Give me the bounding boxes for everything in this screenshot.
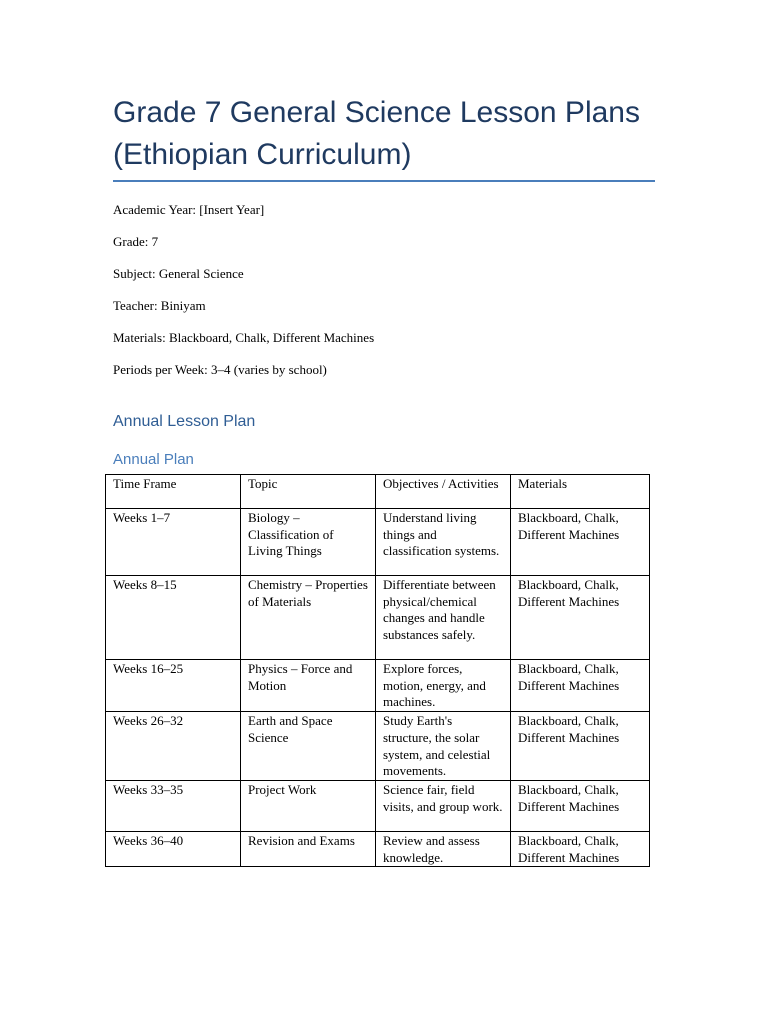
title-underline (113, 180, 655, 182)
table-row (106, 712, 650, 781)
cell-time-frame: Weeks 26–32 (106, 712, 241, 781)
header-time-frame: Time Frame (106, 475, 241, 509)
cell-topic: Earth and Space Science (241, 712, 376, 781)
table-row (106, 780, 650, 831)
academic-year: Academic Year: [Insert Year] (113, 202, 265, 217)
document-title (113, 92, 673, 176)
cell-materials: Blackboard, Chalk, Different Machines (511, 509, 650, 576)
cell-topic: Project Work (241, 780, 376, 831)
annual-plan-table (105, 474, 650, 867)
cell-time-frame: Weeks 33–35 (106, 780, 241, 831)
cell-materials: Blackboard, Chalk, Different Machines (511, 712, 650, 781)
grade: Grade: 7 (113, 234, 159, 249)
cell-objectives: Explore forces, motion, energy, and machines. (376, 660, 511, 712)
cell-time-frame: Weeks 16–25 (106, 660, 241, 712)
heading-annual-plan: Annual Plan (113, 451, 194, 468)
cell-time-frame: Weeks 1–7 (106, 509, 241, 576)
table-row (106, 509, 650, 576)
cell-objectives: Review and assess knowledge. (376, 831, 511, 866)
cell-objectives: Understand living things and classification systems. (376, 509, 511, 576)
cell-time-frame: Weeks 8–15 (106, 576, 241, 660)
cell-materials: Blackboard, Chalk, Different Machines (511, 780, 650, 831)
cell-materials: Blackboard, Chalk, Different Machines (511, 576, 650, 660)
subject: Subject: General Science (113, 266, 244, 281)
materials: Materials: Blackboard, Chalk, Different Machines (113, 330, 375, 345)
cell-topic: Revision and Exams (241, 831, 376, 866)
document-title-line-2: (Ethiopian Curriculum) (113, 138, 412, 171)
table-row (106, 576, 650, 660)
header-topic: Topic (241, 475, 376, 509)
periods-per-week: Periods per Week: 3–4 (varies by school) (113, 362, 327, 377)
document-title-line-1: Grade 7 General Science Lesson Plans (113, 96, 640, 129)
cell-objectives: Study Earth's structure, the solar system, and celestial movements. (376, 712, 511, 781)
cell-objectives: Science fair, field visits, and group work. (376, 780, 511, 831)
cell-materials: Blackboard, Chalk, Different Machines (511, 660, 650, 712)
header-materials: Materials (511, 475, 650, 509)
cell-objectives: Differentiate between physical/chemical changes and handle substances safely. (376, 576, 511, 660)
cell-topic: Physics – Force and Motion (241, 660, 376, 712)
cell-topic: Biology – Classification of Living Things (241, 509, 376, 576)
cell-topic: Chemistry – Properties of Materials (241, 576, 376, 660)
table-row (106, 831, 650, 866)
table-header-row (106, 475, 650, 509)
cell-materials: Blackboard, Chalk, Different Machines (511, 831, 650, 866)
table-row (106, 660, 650, 712)
header-objectives-activities: Objectives / Activities (376, 475, 511, 509)
heading-annual-lesson-plan: Annual Lesson Plan (113, 413, 256, 430)
teacher: Teacher: Biniyam (113, 298, 206, 313)
cell-time-frame: Weeks 36–40 (106, 831, 241, 866)
